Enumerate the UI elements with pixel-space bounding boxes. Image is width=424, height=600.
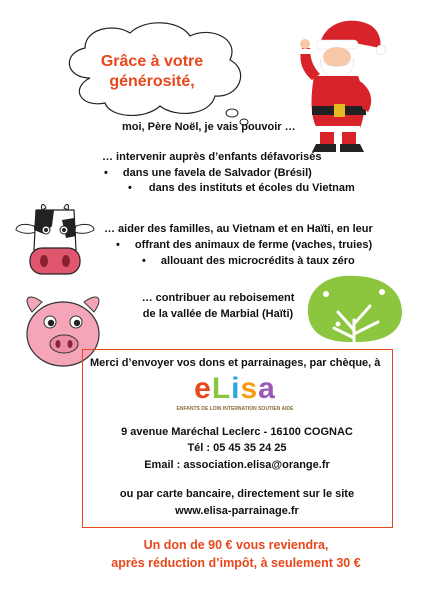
section1-bullet-1 — [104, 166, 312, 180]
logo-letter: i — [231, 372, 241, 405]
section2-bullet-2-text: allouant des microcrédits à taux zéro — [160, 255, 355, 267]
elisa-logo-tagline: ENFANTS DE LOIN INTERNATION SOUTIEN AIDE — [176, 406, 294, 412]
phone: Tél : 05 45 35 24 25 — [187, 442, 287, 454]
cow-icon — [14, 200, 96, 280]
santa-claus-illustration — [290, 14, 390, 154]
section1-bullet-2-text: dans des instituts et écoles du Vietnam — [148, 182, 355, 194]
section3-line-1: … contribuer au reboisement — [141, 292, 295, 304]
address: 9 avenue Maréchal Leclerc - 16100 COGNAC — [121, 426, 353, 438]
elisa-logo — [160, 374, 310, 420]
santa-icon — [290, 14, 390, 154]
section2-bullet-1-text: offrant des animaux de ferme (vaches, truies) — [134, 239, 373, 251]
cloud-line-2: générosité, — [109, 73, 195, 90]
elisa-logo-wordmark — [160, 374, 310, 404]
intro-text: moi, Père Noël, je vais pouvoir … — [122, 121, 296, 133]
section2-bullet-2 — [142, 254, 355, 268]
cloud-title — [72, 52, 232, 92]
section1-bullet-2 — [128, 181, 355, 195]
section2-bullet-1 — [116, 238, 372, 252]
footer-line-1: Un don de 90 € vous reviendra, — [143, 538, 329, 552]
donation-intro: Merci d’envoyer vos dons et parrainages, par chèque, à — [90, 357, 381, 369]
bullet-icon: • — [128, 182, 132, 194]
logo-letter: s — [240, 372, 259, 405]
website-link[interactable]: www.elisa-parrainage.fr — [175, 505, 299, 517]
section1-heading: … intervenir auprès d’enfants défavorisés — [102, 151, 322, 163]
bullet-icon: • — [142, 255, 146, 267]
section2-heading: … aider des familles, au Vietnam et en Haïti, en leur — [104, 223, 373, 235]
section1-bullet-1-text: dans une favela de Salvador (Brésil) — [122, 167, 312, 179]
tree-icon — [298, 270, 410, 354]
bullet-icon: • — [116, 239, 120, 251]
footer-line-2: après réduction d’impôt, à seulement 30 € — [111, 556, 361, 570]
logo-letter: e — [194, 372, 212, 405]
email[interactable]: Email : association.elisa@orange.fr — [144, 459, 330, 471]
cow-illustration — [14, 200, 96, 280]
logo-letter: a — [258, 372, 276, 405]
bullet-icon: • — [104, 167, 108, 179]
section3-line-2: de la vallée de Marbial (Haïti) — [142, 308, 294, 320]
cloud-line-1: Grâce à votre — [100, 53, 204, 70]
card-payment-text: ou par carte bancaire, directement sur le site — [119, 488, 355, 500]
logo-letter: L — [211, 372, 232, 405]
tree-illustration — [298, 270, 410, 354]
